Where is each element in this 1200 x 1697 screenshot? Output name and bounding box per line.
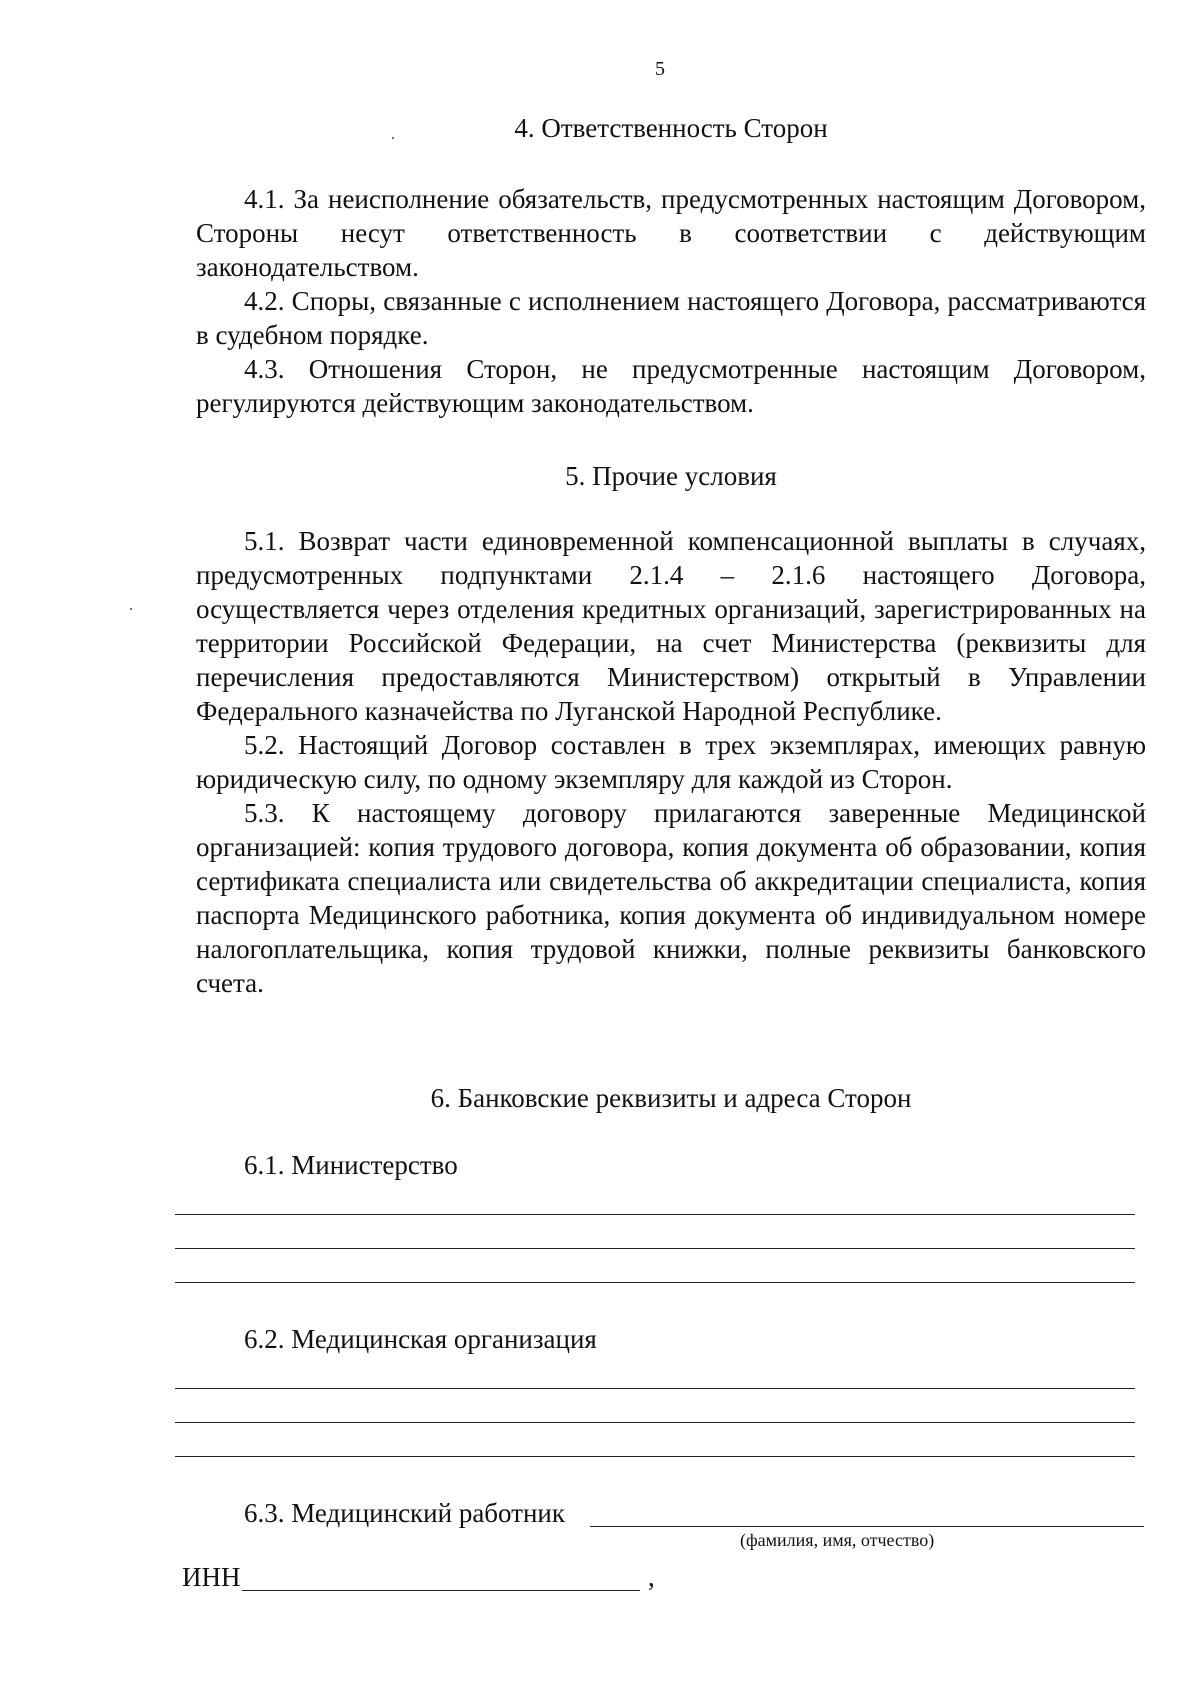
paragraph-5-2: 5.2. Настоящий Договор составлен в трех экземплярах, имеющих равную юридическую силу, по одному экземпляру для каждой из Сторон. <box>196 730 1146 794</box>
inn-comma: , <box>648 1562 655 1592</box>
ministry-blank-line-2 <box>175 1248 1135 1249</box>
section-5-title: 5. Прочие условия <box>565 461 777 491</box>
scan-speck <box>392 137 394 139</box>
section-4-title: 4. Ответственность Сторон <box>514 113 828 143</box>
ministry-blank-line-3 <box>175 1282 1135 1283</box>
org-blank-line-3 <box>175 1456 1135 1457</box>
inn-label: ИНН <box>182 1562 241 1592</box>
paragraph-5-3: 5.3. К настоящему договору прилагаются заверенные Медицинской организацией: копия трудового договора, копия документа об образовании, копия сертификата специалиста или свидетельства об аккредитации специалиста, копия паспорта Медицинского работника, копия документа об индивидуальном номере налогоплательщика, копия трудовой книжки, полные реквизиты банковского счета. <box>196 798 1146 998</box>
ministry-blank-line-1 <box>175 1214 1135 1215</box>
paragraph-4-2: 4.2. Споры, связанные с исполнением настоящего Договора, рассматриваются в судебном порядке. <box>196 286 1146 350</box>
worker-name-caption: (фамилия, имя, отчество) <box>740 1530 935 1550</box>
medical-worker-label: 6.3. Медицинский работник <box>244 1498 565 1528</box>
org-blank-line-1 <box>175 1388 1135 1389</box>
paragraph-4-3: 4.3. Отношения Сторон, не предусмотренные настоящим Договором, регулируются действующим законодательством. <box>196 354 1146 418</box>
page-number: 5 <box>655 58 665 80</box>
section-5-body <box>196 524 1146 1000</box>
org-blank-line-2 <box>175 1422 1135 1423</box>
medical-org-label: 6.2. Медицинская организация <box>244 1324 597 1354</box>
section-6-title: 6. Банковские реквизиты и адреса Сторон <box>430 1083 912 1113</box>
paragraph-4-1: 4.1. За неисполнение обязательств, предусмотренных настоящим Договором, Стороны несут ответственность в соответствии с действующим законодательством. <box>196 184 1146 282</box>
inn-blank-line <box>242 1590 640 1591</box>
worker-name-line <box>590 1526 1144 1527</box>
paragraph-5-1: 5.1. Возврат части единовременной компенсационной выплаты в случаях, предусмотренных подпунктами 2.1.4 – 2.1.6 настоящего Договора, осуществляется через отделения кредитных организаций, зарегистрированных на территории Российской Федерации, на счет Министерства (реквизиты для перечисления предоставляются Министерством) открытый в Управлении Федерального казначейства по Луганской Народной Республике. <box>196 526 1146 726</box>
ministry-label: 6.1. Министерство <box>244 1150 458 1180</box>
section-4-body <box>196 182 1146 420</box>
scan-speck <box>130 608 132 610</box>
